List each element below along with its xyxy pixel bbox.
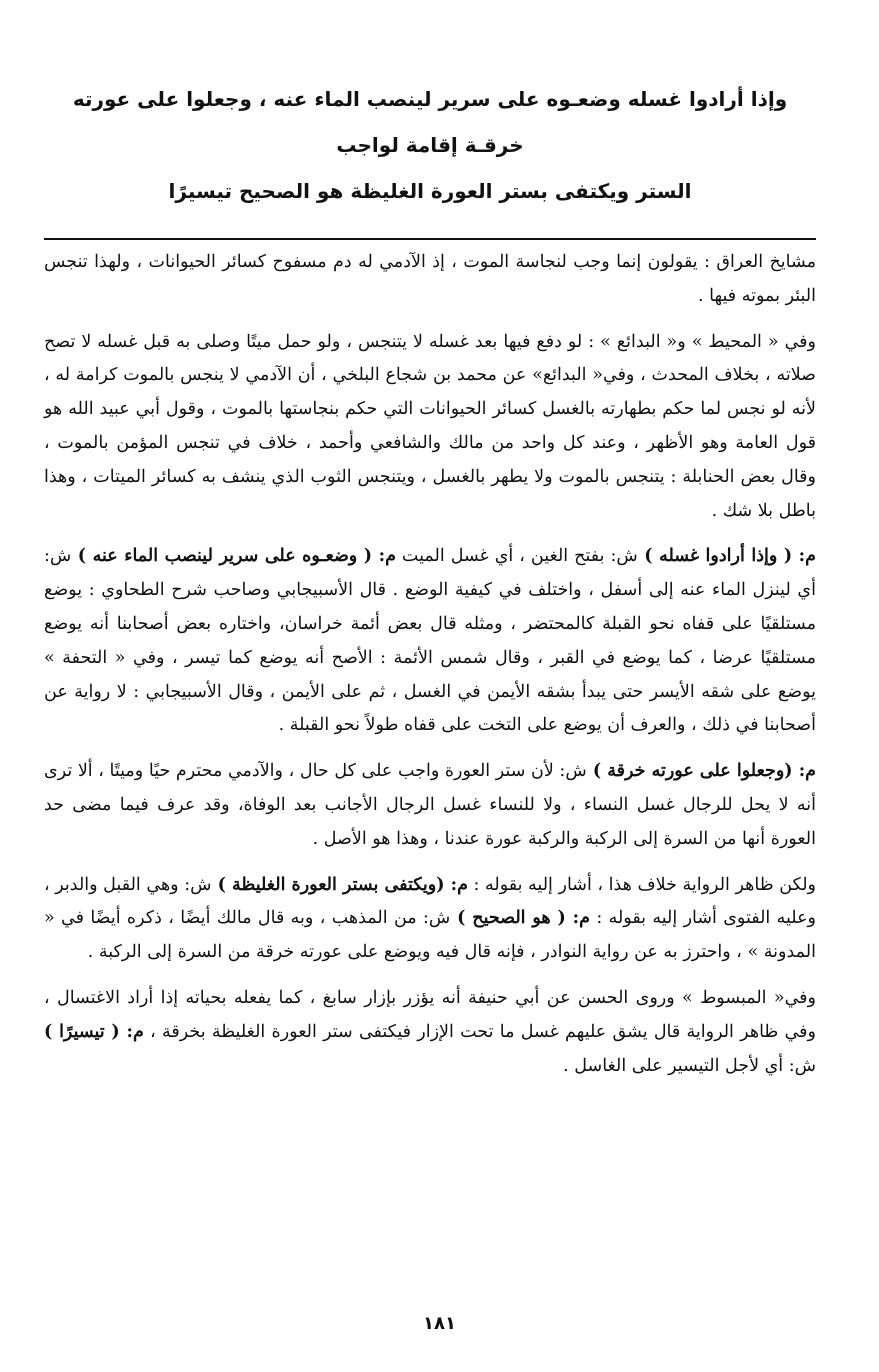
paragraph-2	[44, 326, 816, 529]
page-number: ١٨١	[423, 1313, 456, 1334]
text-segment: ولكن ظاهر الرواية خلاف هذا ، أشار إليه بقوله :	[467, 874, 816, 895]
text-segment: ش: من المذهب ، وبه قال مالك أيضًا ، ذكره أيضًا في « المدونة » ، واحترز به عن رواية النوادر ، فإنه قال فيه ويوضع على عورته خرقة من السرة إلى الركبة .	[44, 908, 816, 963]
matn-line-1: وإذا أرادوا غسله وضعـوه على سرير لينصب الماء عنه ، وجعلوا على عورته خرقـة إقامة لواجب	[72, 87, 788, 157]
matn-quote: م: (وجعلوا على عورته خرقة )	[586, 761, 817, 782]
document-page	[44, 72, 816, 1095]
matn-line-2: الستر ويكتفى بستر العورة الغليظة هو الصحيح تيسيرًا	[168, 179, 692, 203]
matn-header	[44, 76, 816, 214]
text-segment: ش: أي لينزل الماء عنه إلى أسفل ، واختلف في كيفية الوضع . قال الأسبيجابي وصاحب شرح الطحاوي : يوضع مستلقيًا على قفاه نحو القبلة كالمحتضر ، ومثله قال بعض أئمة خراسان، واختاره بعض أصحابنا أنه يوضع مستلقيًا عرضا ، كما يوضع في القبر ، وقال شمس الأئمة : الأصح أنه يوضع كما تيسر ، وفي « التحفة » يوضع على شقه الأيسر حتى يبدأ بشقه الأيمن في الغسل ، ثم على الأيمن ، وقال الأسبيجابي : لا رواية عن أصحابنا في ذلك ، والعرف أن يوضع على التخت على قفاه طولاً نحو القبلة .	[44, 546, 816, 736]
matn-quote: م: ( وإذا أرادوا غسله )	[637, 546, 816, 567]
text-segment: ش: بفتح الغين ، أي غسل الميت	[395, 546, 638, 567]
paragraph-6	[44, 982, 816, 1083]
commentary-body	[44, 246, 816, 1083]
paragraph-3	[44, 540, 816, 743]
matn-quote: م: ( هو الصحيح )	[450, 908, 590, 929]
text-segment: وفي « المحيط » و« البدائع » : لو دفع فيها بعد غسله لا يتنجس ، ولو حمل ميتًا وصلى به قبل غسله لا تصح صلاته ، بخلاف المحدث ، وفي« البدائع» عن محمد بن شجاع البلخي ، أن الآدمي لا ينجس بالموت كرامة له ، لأنه لو نجس لما حكم بطهارته بالغسل كسائر الحيوانات التي حكم بنجاستها بالموت ، وقول أبي عبيد الله هو قول العامة وهو الأظهر ، وعند كل واحد من مالك والشافعي وأحمد ، خلاف في تنجس المؤمن بالموت ، وقال بعض الحنابلة : يتنجس بالموت ولا يطهر بالغسل ، ويتنجس الثوب الذي ينشف به كسائر الميتات ، وهذا باطل بلا شك .	[44, 331, 816, 521]
paragraph-1	[44, 246, 816, 314]
paragraph-4	[44, 755, 816, 856]
paragraph-5	[44, 869, 816, 970]
matn-quote: م: (ويكتفى بستر العورة الغليظة )	[211, 874, 468, 895]
text-segment: مشايخ العراق : يقولون إنما وجب لنجاسة الموت ، إذ الآدمي له دم مسفوح كسائر الحيوانات ، ولهذا تنجس البئر بموته فيها .	[44, 252, 816, 306]
text-segment: وفي« المبسوط » وروى الحسن عن أبي حنيفة أنه يؤزر بإزار سابغ ، كما يفعله بحياته إذا أراد الاغتسال ، وفي ظاهر الرواية قال يشق عليهم غسل ما تحت الإزار فيكتفى ستر العورة الغليظة بخرقة ،	[44, 987, 816, 1042]
matn-quote: م: ( تيسيرًا )	[44, 1021, 144, 1042]
text-segment: ش: وهي القبل والدبر ، وعليه الفتوى أشار إليه بقوله :	[44, 874, 816, 929]
header-divider	[44, 238, 816, 240]
text-segment: ش: لأن ستر العورة واجب على كل حال ، والآدمي محترم حيًا وميتًا ، ألا ترى أنه لا يحل للرجال غسل النساء ، ولا للنساء غسل الرجال الأجانب بعد الوفاة، وقد عرف فيما مضى حد العورة أنها من السرة إلى الركبة والركبة عورة عندنا ، وهذا هو الأصل .	[44, 761, 816, 849]
matn-quote: م: ( وضعـوه على سرير لينصب الماء عنه )	[71, 546, 396, 567]
text-segment: ش: أي لأجل التيسير على الغاسل .	[563, 1055, 816, 1076]
